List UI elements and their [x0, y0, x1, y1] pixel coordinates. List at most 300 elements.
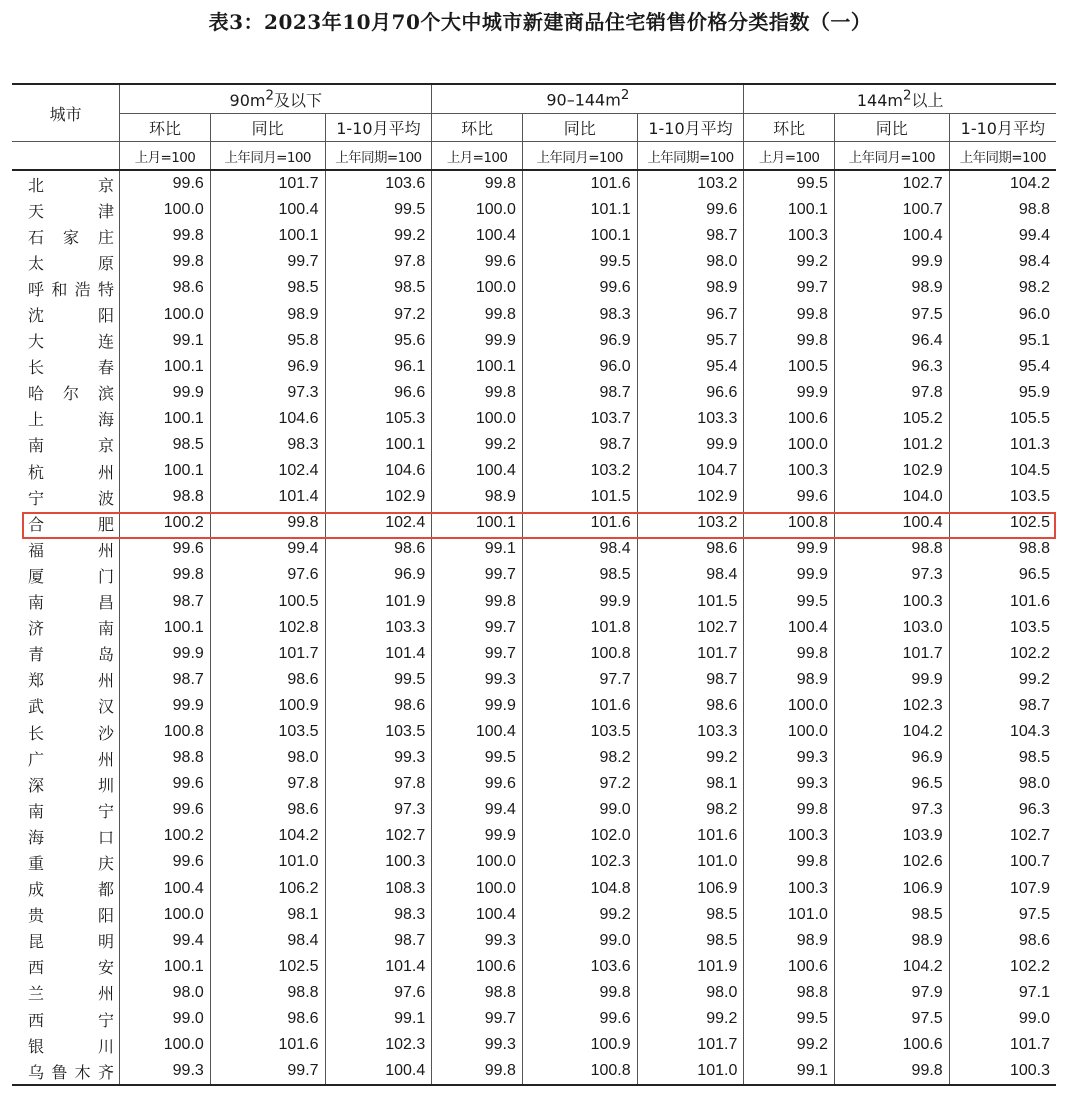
value-cell: 99.9	[120, 641, 211, 667]
city-cell	[12, 328, 120, 354]
value-cell: 98.1	[637, 771, 744, 797]
city-cell	[12, 170, 120, 197]
value-cell: 99.7	[432, 1006, 523, 1032]
value-cell: 104.8	[522, 876, 637, 902]
sub-header-cell: 同比	[210, 114, 325, 142]
value-cell: 99.3	[432, 928, 523, 954]
value-cell: 101.6	[522, 170, 637, 197]
city-cell	[12, 301, 120, 327]
city-cell	[12, 1006, 120, 1032]
value-cell: 97.7	[522, 667, 637, 693]
value-cell: 99.8	[744, 328, 835, 354]
value-cell: 99.2	[744, 1032, 835, 1058]
value-cell: 98.9	[637, 275, 744, 301]
value-cell: 99.7	[210, 249, 325, 275]
value-cell: 101.9	[637, 954, 744, 980]
price-index-table	[12, 83, 1056, 1086]
value-cell: 102.7	[637, 615, 744, 641]
value-cell: 99.9	[432, 328, 523, 354]
city-cell	[12, 771, 120, 797]
value-cell: 98.7	[522, 380, 637, 406]
city-name: 石家庄	[28, 227, 114, 247]
value-cell: 100.7	[834, 197, 949, 223]
value-cell: 99.2	[522, 902, 637, 928]
table-row	[12, 484, 1056, 510]
value-cell: 98.7	[120, 589, 211, 615]
value-cell: 101.0	[210, 849, 325, 875]
value-cell: 100.1	[744, 197, 835, 223]
value-cell: 98.7	[949, 693, 1056, 719]
city-cell	[12, 484, 120, 510]
city-cell	[12, 797, 120, 823]
city-name: 昆明	[28, 932, 114, 952]
city-cell	[12, 354, 120, 380]
value-cell: 98.0	[637, 249, 744, 275]
value-cell: 98.6	[210, 1006, 325, 1032]
city-cell	[12, 928, 120, 954]
value-cell: 102.5	[210, 954, 325, 980]
table-row	[12, 954, 1056, 980]
city-name: 杭州	[28, 462, 114, 482]
city-cell	[12, 562, 120, 588]
value-cell: 100.8	[120, 719, 211, 745]
group-header-large	[744, 84, 1056, 114]
value-cell: 104.2	[210, 823, 325, 849]
value-cell: 98.6	[120, 275, 211, 301]
value-cell: 98.9	[744, 667, 835, 693]
base-header-cell: 上年同月=100	[522, 142, 637, 171]
value-cell: 101.6	[522, 693, 637, 719]
city-cell	[12, 275, 120, 301]
value-cell: 103.7	[522, 406, 637, 432]
value-cell: 98.5	[522, 562, 637, 588]
table-row	[12, 797, 1056, 823]
value-cell: 104.0	[834, 484, 949, 510]
table-row	[12, 536, 1056, 562]
value-cell: 100.3	[834, 589, 949, 615]
value-cell: 99.8	[120, 223, 211, 249]
value-cell: 99.6	[120, 536, 211, 562]
city-name: 长沙	[28, 723, 114, 743]
value-cell: 100.8	[744, 510, 835, 536]
value-cell: 101.6	[637, 823, 744, 849]
value-cell: 100.0	[432, 406, 523, 432]
value-cell: 102.6	[834, 849, 949, 875]
base-header-cell: 上年同月=100	[210, 142, 325, 171]
value-cell: 100.1	[120, 615, 211, 641]
value-cell: 99.7	[210, 1058, 325, 1085]
sub-header-cell: 同比	[834, 114, 949, 142]
value-cell: 101.4	[210, 484, 325, 510]
value-cell: 100.4	[834, 223, 949, 249]
value-cell: 104.2	[834, 719, 949, 745]
value-cell: 100.1	[325, 432, 432, 458]
value-cell: 99.8	[744, 849, 835, 875]
city-cell	[12, 693, 120, 719]
value-cell: 100.1	[210, 223, 325, 249]
city-name: 贵阳	[28, 906, 114, 926]
value-cell: 99.8	[744, 301, 835, 327]
value-cell: 100.8	[522, 641, 637, 667]
value-cell: 102.7	[834, 170, 949, 197]
value-cell: 103.6	[325, 170, 432, 197]
table-row	[12, 771, 1056, 797]
city-cell	[12, 1058, 120, 1085]
value-cell: 98.4	[949, 249, 1056, 275]
table-row	[12, 823, 1056, 849]
value-cell: 101.0	[637, 1058, 744, 1085]
value-cell: 99.8	[432, 589, 523, 615]
value-cell: 99.8	[432, 1058, 523, 1085]
value-cell: 100.4	[325, 1058, 432, 1085]
value-cell: 99.4	[432, 797, 523, 823]
sub-header-cell: 同比	[522, 114, 637, 142]
value-cell: 100.3	[744, 823, 835, 849]
value-cell: 99.1	[120, 328, 211, 354]
city-cell	[12, 641, 120, 667]
city-name: 南宁	[28, 801, 114, 821]
table-row	[12, 589, 1056, 615]
table-row	[12, 641, 1056, 667]
value-cell: 97.3	[325, 797, 432, 823]
value-cell: 99.6	[120, 797, 211, 823]
value-cell: 98.9	[432, 484, 523, 510]
city-name: 上海	[28, 410, 114, 430]
value-cell: 96.0	[522, 354, 637, 380]
value-cell: 103.5	[522, 719, 637, 745]
value-cell: 99.6	[637, 197, 744, 223]
value-cell: 98.8	[210, 980, 325, 1006]
city-cell	[12, 667, 120, 693]
city-cell	[12, 197, 120, 223]
value-cell: 105.5	[949, 406, 1056, 432]
value-cell: 106.2	[210, 876, 325, 902]
group-tail: 及以下	[273, 90, 322, 110]
value-cell: 97.1	[949, 980, 1056, 1006]
city-cell	[12, 823, 120, 849]
value-cell: 96.9	[210, 354, 325, 380]
city-name: 沈阳	[28, 306, 114, 326]
value-cell: 99.8	[432, 301, 523, 327]
table-row	[12, 719, 1056, 745]
value-cell: 97.8	[834, 380, 949, 406]
value-cell: 99.7	[432, 641, 523, 667]
base-header-cell: 上月=100	[744, 142, 835, 171]
value-cell: 98.6	[210, 797, 325, 823]
city-name: 北京	[28, 175, 114, 195]
value-cell: 103.2	[522, 458, 637, 484]
city-name: 青岛	[28, 645, 114, 665]
city-cell	[12, 980, 120, 1006]
value-cell: 98.5	[637, 928, 744, 954]
value-cell: 99.8	[120, 562, 211, 588]
value-cell: 96.1	[325, 354, 432, 380]
value-cell: 100.6	[744, 406, 835, 432]
table-row	[12, 849, 1056, 875]
table-body	[12, 170, 1056, 1085]
value-cell: 101.7	[637, 1032, 744, 1058]
value-cell: 97.8	[325, 249, 432, 275]
value-cell: 100.7	[949, 849, 1056, 875]
value-cell: 96.5	[834, 771, 949, 797]
value-cell: 105.2	[834, 406, 949, 432]
value-cell: 99.9	[522, 589, 637, 615]
value-cell: 98.3	[522, 301, 637, 327]
base-header-cell: 上年同期=100	[949, 142, 1056, 171]
value-cell: 96.6	[637, 380, 744, 406]
value-cell: 99.5	[325, 197, 432, 223]
value-cell: 98.8	[432, 980, 523, 1006]
value-cell: 108.3	[325, 876, 432, 902]
value-cell: 102.2	[949, 641, 1056, 667]
value-cell: 104.5	[949, 458, 1056, 484]
value-cell: 99.3	[325, 745, 432, 771]
value-cell: 98.5	[949, 745, 1056, 771]
base-header-cell: 上月=100	[120, 142, 211, 171]
value-cell: 99.8	[522, 980, 637, 1006]
city-cell	[12, 849, 120, 875]
value-cell: 99.9	[637, 432, 744, 458]
value-cell: 106.9	[834, 876, 949, 902]
city-name: 南昌	[28, 593, 114, 613]
value-cell: 98.1	[210, 902, 325, 928]
city-name: 广州	[28, 749, 114, 769]
value-cell: 98.8	[744, 980, 835, 1006]
value-cell: 98.0	[949, 771, 1056, 797]
value-cell: 99.0	[522, 797, 637, 823]
value-cell: 99.3	[432, 667, 523, 693]
value-cell: 98.0	[210, 745, 325, 771]
value-cell: 99.4	[949, 223, 1056, 249]
group-base: 144m	[856, 90, 903, 110]
value-cell: 101.6	[210, 1032, 325, 1058]
value-cell: 100.4	[432, 223, 523, 249]
table-row	[12, 1032, 1056, 1058]
value-cell: 96.7	[637, 301, 744, 327]
group-base: 90m	[229, 90, 266, 110]
value-cell: 100.9	[210, 693, 325, 719]
value-cell: 100.4	[432, 719, 523, 745]
value-cell: 98.8	[834, 536, 949, 562]
city-cell	[12, 432, 120, 458]
value-cell: 99.6	[432, 771, 523, 797]
city-name: 厦门	[28, 566, 114, 586]
value-cell: 100.0	[744, 693, 835, 719]
value-cell: 97.3	[210, 380, 325, 406]
value-cell: 98.8	[949, 197, 1056, 223]
value-cell: 104.7	[637, 458, 744, 484]
city-cell	[12, 458, 120, 484]
table-row	[12, 170, 1056, 197]
value-cell: 96.6	[325, 380, 432, 406]
table-row	[12, 667, 1056, 693]
value-cell: 101.2	[834, 432, 949, 458]
city-name: 成都	[28, 880, 114, 900]
table-row	[12, 902, 1056, 928]
value-cell: 99.9	[744, 536, 835, 562]
value-cell: 101.0	[744, 902, 835, 928]
value-cell: 99.8	[834, 1058, 949, 1085]
value-cell: 99.9	[432, 823, 523, 849]
city-cell	[12, 223, 120, 249]
value-cell: 102.5	[949, 510, 1056, 536]
value-cell: 103.5	[949, 484, 1056, 510]
value-cell: 100.4	[210, 197, 325, 223]
value-cell: 96.9	[522, 328, 637, 354]
group-sup: 2	[902, 88, 912, 104]
table-row	[12, 980, 1056, 1006]
value-cell: 98.9	[210, 301, 325, 327]
value-cell: 100.0	[120, 1032, 211, 1058]
value-cell: 100.4	[834, 510, 949, 536]
value-cell: 102.9	[637, 484, 744, 510]
value-cell: 98.3	[210, 432, 325, 458]
value-cell: 98.7	[637, 223, 744, 249]
value-cell: 100.0	[120, 902, 211, 928]
city-cell	[12, 406, 120, 432]
value-cell: 95.6	[325, 328, 432, 354]
value-cell: 98.8	[120, 484, 211, 510]
table-row	[12, 380, 1056, 406]
city-name: 太原	[28, 253, 114, 273]
city-name: 合肥	[28, 514, 114, 534]
value-cell: 98.5	[325, 275, 432, 301]
table-row	[12, 693, 1056, 719]
value-cell: 98.9	[834, 275, 949, 301]
value-cell: 100.5	[744, 354, 835, 380]
value-cell: 100.1	[120, 458, 211, 484]
value-cell: 99.2	[325, 223, 432, 249]
value-cell: 96.4	[834, 328, 949, 354]
value-cell: 99.0	[120, 1006, 211, 1032]
value-cell: 100.0	[744, 432, 835, 458]
value-cell: 97.5	[834, 1006, 949, 1032]
group-header-small	[120, 84, 432, 114]
value-cell: 101.7	[210, 170, 325, 197]
value-cell: 98.8	[949, 536, 1056, 562]
group-header-medium	[432, 84, 744, 114]
table-row	[12, 275, 1056, 301]
value-cell: 103.2	[637, 510, 744, 536]
city-name: 南京	[28, 436, 114, 456]
value-cell: 99.5	[744, 1006, 835, 1032]
value-cell: 99.9	[120, 693, 211, 719]
value-cell: 101.8	[522, 615, 637, 641]
sub-header-cell: 1-10月平均	[637, 114, 744, 142]
value-cell: 104.2	[949, 170, 1056, 197]
table-row	[12, 432, 1056, 458]
value-cell: 98.0	[637, 980, 744, 1006]
sub-header-cell: 环比	[744, 114, 835, 142]
sub-header-cell: 环比	[120, 114, 211, 142]
table-row	[12, 745, 1056, 771]
value-cell: 100.3	[325, 849, 432, 875]
value-cell: 99.9	[432, 693, 523, 719]
value-cell: 100.3	[949, 1058, 1056, 1085]
value-cell: 102.4	[325, 510, 432, 536]
table-row	[12, 1006, 1056, 1032]
value-cell: 97.9	[834, 980, 949, 1006]
city-name: 西安	[28, 958, 114, 978]
value-cell: 100.1	[432, 510, 523, 536]
value-cell: 99.2	[432, 432, 523, 458]
city-name: 西宁	[28, 1010, 114, 1030]
value-cell: 100.0	[744, 719, 835, 745]
value-cell: 97.5	[949, 902, 1056, 928]
value-cell: 103.2	[637, 170, 744, 197]
value-cell: 101.7	[834, 641, 949, 667]
city-name: 海口	[28, 827, 114, 847]
value-cell: 97.2	[325, 301, 432, 327]
value-cell: 99.2	[744, 249, 835, 275]
value-cell: 99.3	[432, 1032, 523, 1058]
value-cell: 103.3	[637, 406, 744, 432]
value-cell: 99.2	[637, 745, 744, 771]
value-cell: 99.9	[744, 562, 835, 588]
value-cell: 101.9	[325, 589, 432, 615]
value-cell: 99.8	[744, 641, 835, 667]
value-cell: 100.1	[432, 354, 523, 380]
table-row	[12, 1058, 1056, 1085]
value-cell: 103.5	[210, 719, 325, 745]
value-cell: 99.5	[744, 170, 835, 197]
value-cell: 98.6	[637, 693, 744, 719]
value-cell: 100.4	[432, 902, 523, 928]
value-cell: 97.3	[834, 562, 949, 588]
table-row	[12, 406, 1056, 432]
value-cell: 97.6	[325, 980, 432, 1006]
value-cell: 100.6	[432, 954, 523, 980]
table-row	[12, 197, 1056, 223]
value-cell: 98.2	[522, 745, 637, 771]
value-cell: 100.0	[432, 876, 523, 902]
value-cell: 95.7	[637, 328, 744, 354]
table-row	[12, 510, 1056, 536]
value-cell: 105.3	[325, 406, 432, 432]
city-name: 福州	[28, 540, 114, 560]
city-cell	[12, 902, 120, 928]
group-tail: 以上	[911, 90, 944, 110]
value-cell: 100.5	[210, 589, 325, 615]
group-sup: 2	[620, 88, 630, 104]
value-cell: 98.5	[210, 275, 325, 301]
value-cell: 100.4	[432, 458, 523, 484]
value-cell: 98.6	[210, 667, 325, 693]
value-cell: 99.9	[744, 380, 835, 406]
value-cell: 104.3	[949, 719, 1056, 745]
value-cell: 100.0	[432, 275, 523, 301]
value-cell: 99.5	[325, 667, 432, 693]
sub-header-cell: 1-10月平均	[325, 114, 432, 142]
value-cell: 102.7	[949, 823, 1056, 849]
city-cell	[12, 380, 120, 406]
city-name: 哈尔滨	[28, 384, 114, 404]
city-cell	[12, 876, 120, 902]
value-cell: 100.1	[120, 406, 211, 432]
value-cell: 99.3	[744, 745, 835, 771]
value-cell: 103.9	[834, 823, 949, 849]
city-name: 兰州	[28, 984, 114, 1004]
value-cell: 95.1	[949, 328, 1056, 354]
value-cell: 100.6	[744, 954, 835, 980]
value-cell: 99.1	[325, 1006, 432, 1032]
value-cell: 99.7	[744, 275, 835, 301]
value-cell: 98.5	[120, 432, 211, 458]
value-cell: 100.3	[744, 223, 835, 249]
value-cell: 99.9	[834, 667, 949, 693]
city-cell	[12, 249, 120, 275]
value-cell: 99.4	[120, 928, 211, 954]
